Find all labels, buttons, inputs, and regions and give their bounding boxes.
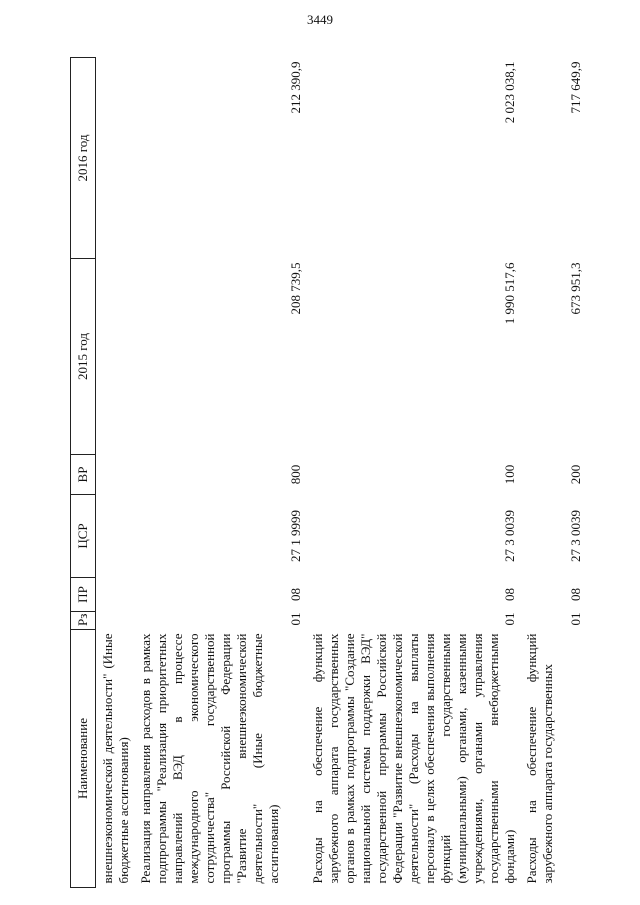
- row-rz: 01: [568, 612, 583, 626]
- row-2015: 208 739,5: [288, 262, 303, 315]
- header-pr: ПР: [71, 578, 96, 612]
- row-csr: 27 3 0039: [568, 510, 583, 562]
- page-number: 3449: [307, 12, 333, 27]
- row-2016: 212 390,9: [288, 61, 303, 114]
- header-2016: 2016 год: [71, 58, 96, 259]
- table-row: [136, 58, 304, 888]
- row-rz: 01: [502, 612, 517, 626]
- row-2015: 673 951,3: [568, 262, 583, 315]
- continuation-text: внешнеэкономической деятельности" (Иные бюджетные ассигнования): [100, 633, 131, 884]
- rotated-table-container: [70, 58, 590, 888]
- row-vr: 100: [502, 464, 517, 485]
- row-2016: 717 649,9: [568, 61, 583, 114]
- row-pr: 08: [288, 588, 303, 601]
- row-2015: 1 990 517,6: [502, 262, 517, 325]
- row-rz: 01: [288, 612, 303, 626]
- row-name: Реализация направления расходов в рамках подпрограммы "Реализация приоритетных направлений ВЭД в процессе международного экономического сотрудничества" государственной программы Российской Федерации "Развитие внешнеэкономической деятельности" (Иные бюджетные ассигнования): [138, 633, 281, 884]
- header-name: Наименование: [71, 630, 96, 888]
- table-row-continuation: [96, 58, 133, 888]
- row-vr: 200: [568, 464, 583, 485]
- header-rz: Рз: [71, 612, 96, 630]
- header-vr: ВР: [71, 455, 96, 495]
- row-name: Расходы на обеспечение функций зарубежного аппарата государственных органов в рамках подпрограммы "Создание национальной системы поддержки ВЭД" государственной программы Российской Федерации "Развитие внешнеэкономической деятельности" (Расходы на выплаты персоналу в целях обеспечения выполнения функций государственными (муниципальными) органами, казенными учреждениями, органами управления государственными внебюджетными фондами): [310, 633, 517, 884]
- header-csr: ЦСР: [71, 495, 96, 578]
- row-2016: 2 023 038,1: [502, 61, 517, 124]
- row-csr: 27 1 9999: [288, 510, 303, 562]
- row-pr: 08: [502, 588, 517, 601]
- rotated-page-content: [70, 58, 590, 888]
- table-header-row: [71, 58, 96, 888]
- row-name: Расходы на обеспечение функций зарубежного аппарата государственных: [524, 633, 555, 884]
- row-vr: 800: [288, 464, 303, 485]
- row-pr: 08: [568, 588, 583, 601]
- row-csr: 27 3 0039: [502, 510, 517, 562]
- table-row: [308, 58, 518, 888]
- budget-table: [70, 57, 584, 888]
- header-2015: 2015 год: [71, 259, 96, 455]
- table-row: [522, 58, 584, 888]
